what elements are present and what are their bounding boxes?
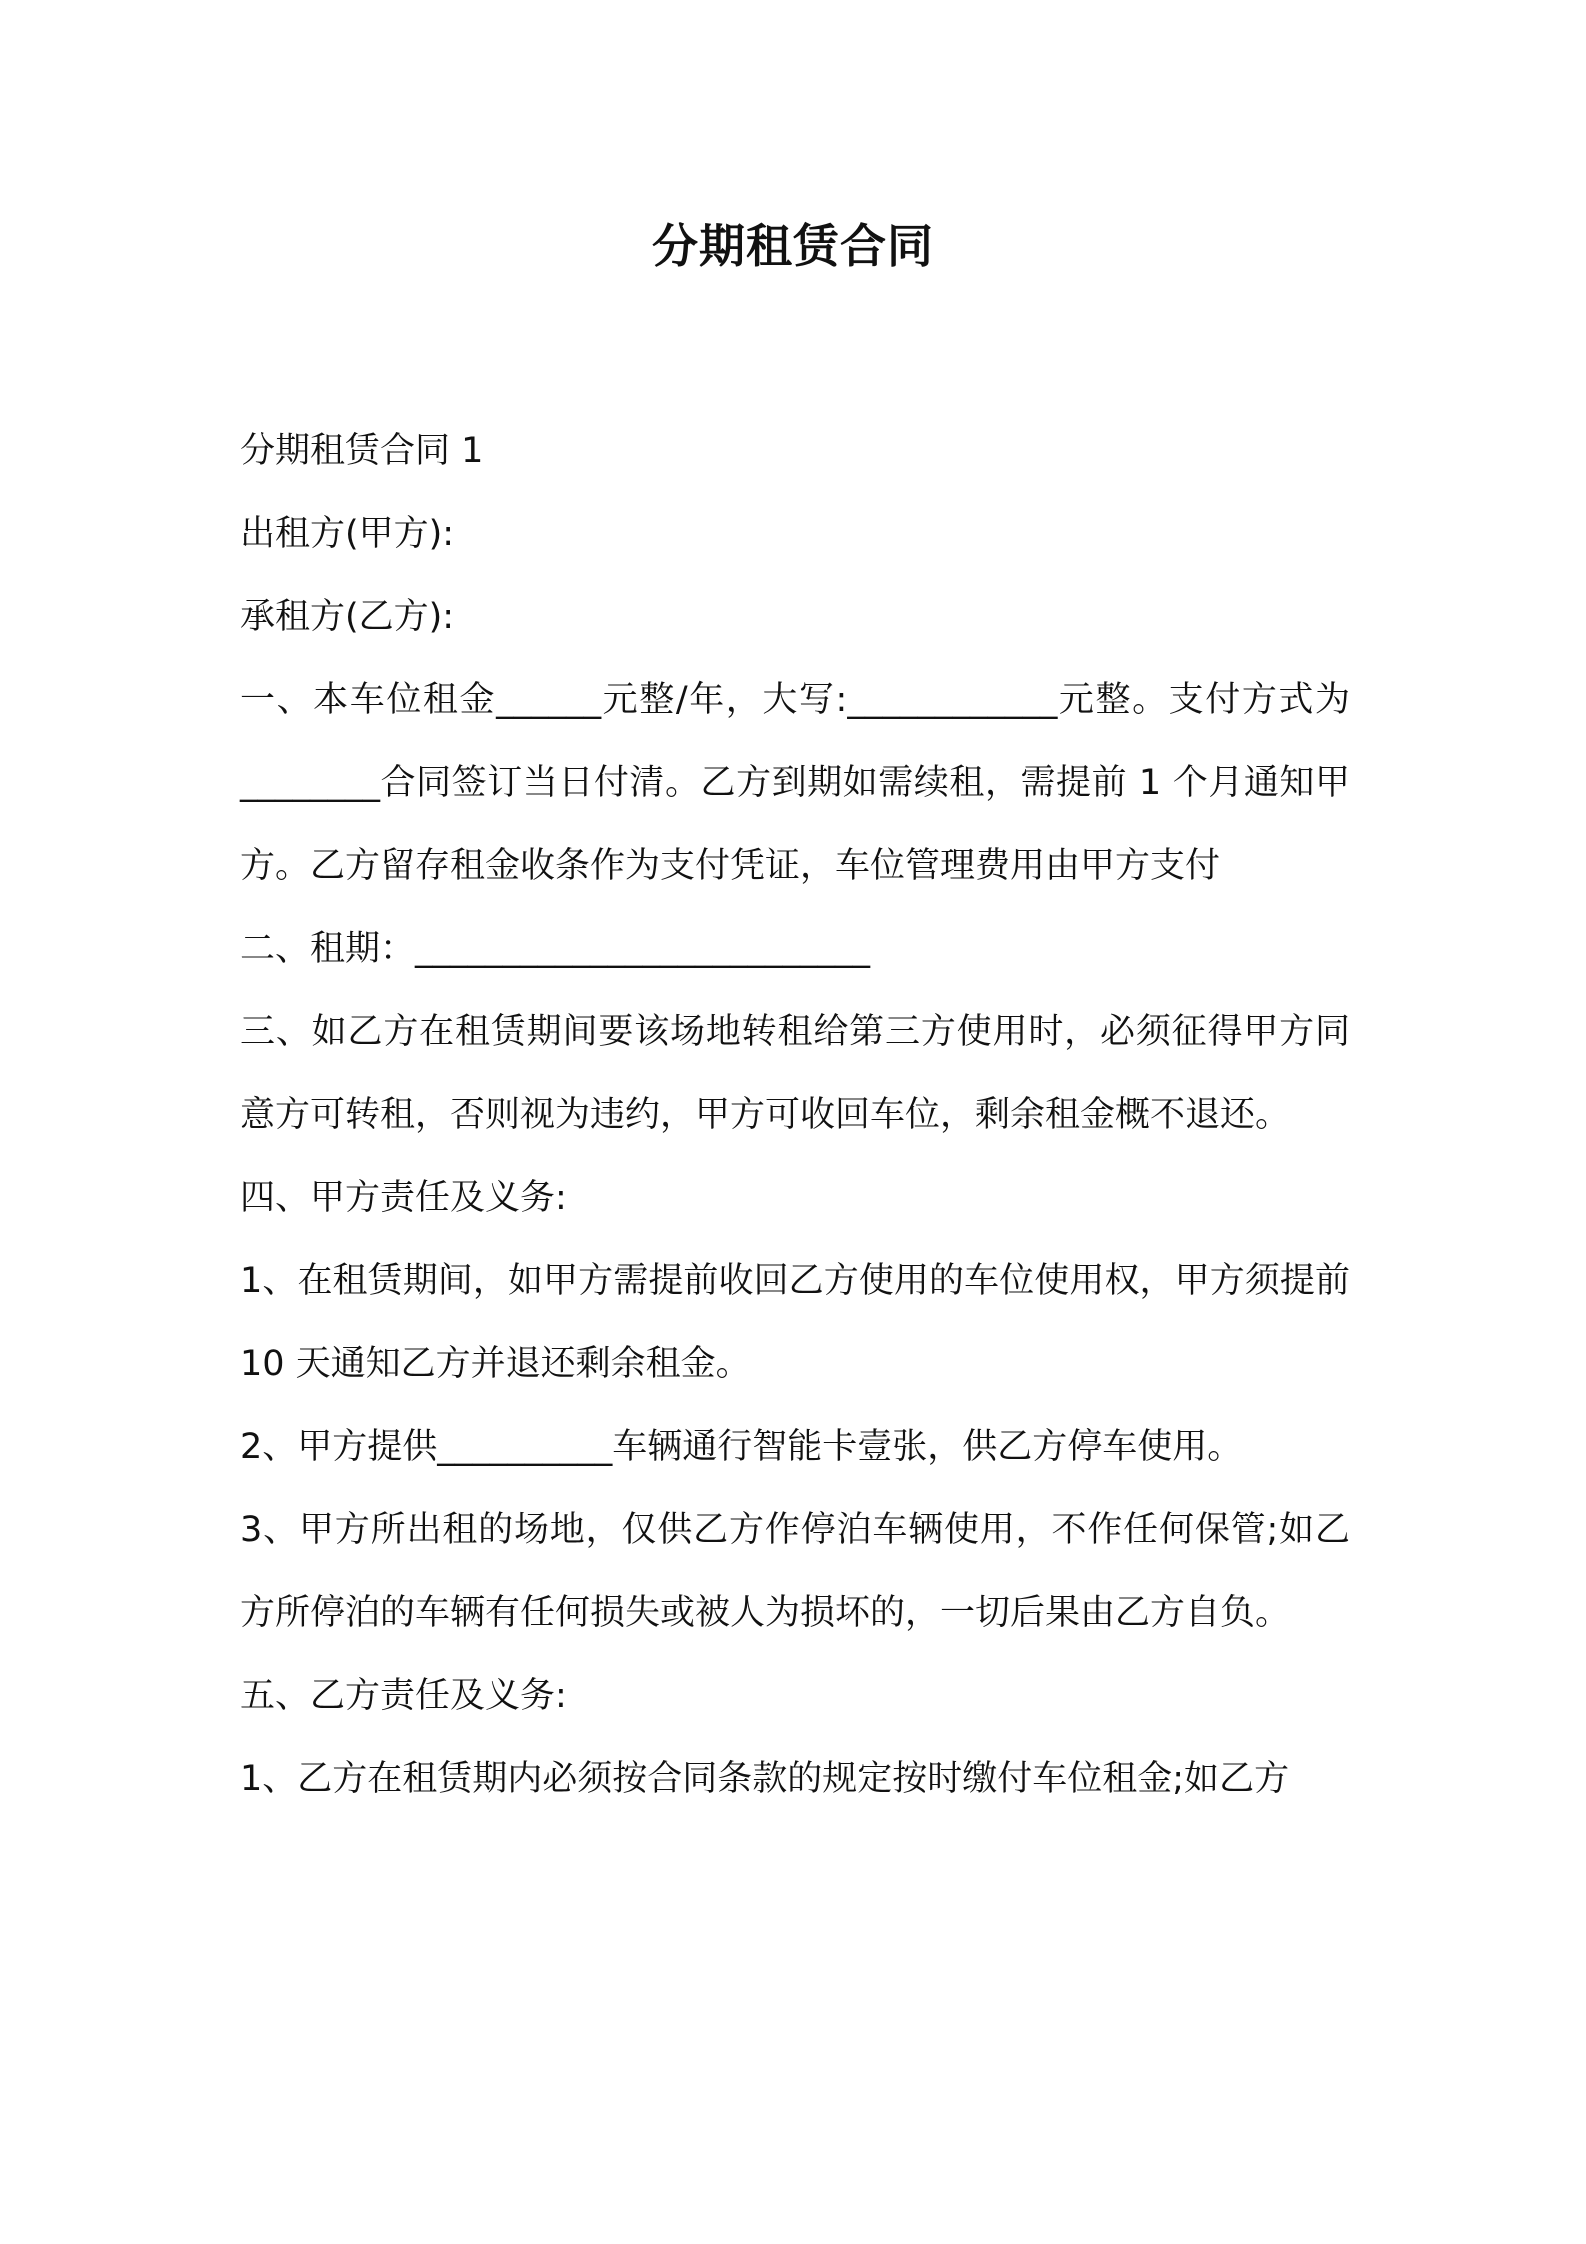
section-4-item-2: 2、甲方提供__________车辆通行智能卡壹张，供乙方停车使用。	[240, 1427, 1243, 1467]
section-4-item-1: 1、在租赁期间，如甲方需提前收回乙方使用的车位使用权，甲方须提前 10 天通知乙方并退还剩余租金。	[240, 1261, 1350, 1384]
contract-subtitle: 分期租赁合同 1	[240, 431, 484, 471]
lessee-line: 承租方(乙方):	[240, 597, 455, 637]
lessor-line: 出租方(甲方):	[240, 514, 455, 554]
section-4-heading: 四、甲方责任及义务:	[240, 1178, 567, 1218]
document-title: 分期租赁合同	[652, 219, 934, 273]
section-5-item-1: 1、乙方在租赁期内必须按合同条款的规定按时缴付车位租金;如乙方	[240, 1759, 1290, 1799]
section-4-item-3: 3、甲方所出租的场地，仅供乙方作停泊车辆使用，不作任何保管;如乙方所停泊的车辆有任何损失或被人为损坏的，一切后果由乙方自负。	[240, 1510, 1350, 1633]
clause-1-rent: 一、本车位租金______元整/年，大写:____________元整。支付方式为________合同签订当日付清。乙方到期如需续租，需提前 1 个月通知甲方。乙方留存租金收条作为支付凭证，车位管理费用由甲方支付	[240, 680, 1350, 886]
section-5-heading: 五、乙方责任及义务:	[240, 1676, 567, 1716]
clause-2-term: 二、租期：__________________________	[240, 929, 871, 969]
document-body	[240, 410, 1350, 1821]
clause-3-sublease: 三、如乙方在租赁期间要该场地转租给第三方使用时，必须征得甲方同意方可转租，否则视为违约，甲方可收回车位，剩余租金概不退还。	[240, 1012, 1350, 1135]
